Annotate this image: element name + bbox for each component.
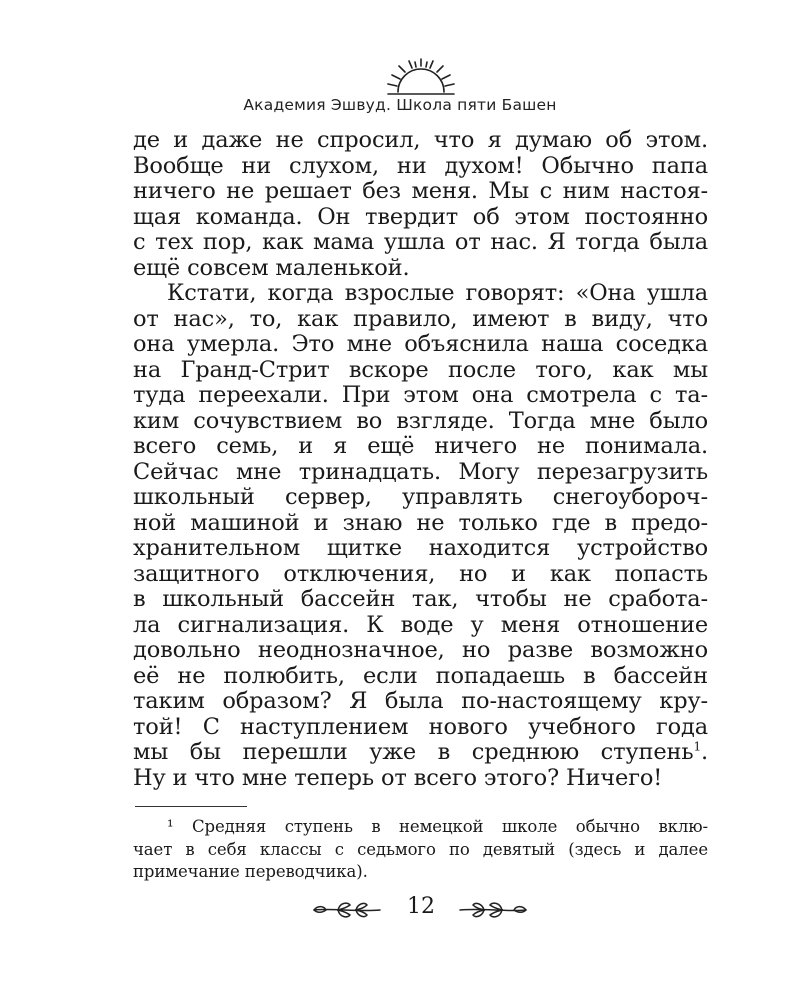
text-line: Кстати, когда взрослые говорят: «Она ушла: [167, 280, 708, 306]
text-line: той! С наступлением нового учебного года: [133, 713, 708, 740]
text-line: де и даже не спросил, что я думаю об этом.: [133, 127, 708, 153]
text-line: с тех пор, как мама ушла от нас. Я тогда была: [133, 229, 708, 255]
text-line: от нас», то, как правило, имеют в виду, что: [133, 305, 708, 332]
running-head: Академия Эшвуд. Школа пяти Башен: [243, 96, 557, 114]
text-line: ким сочувствием во взгляде. Тогда мне было: [133, 407, 708, 434]
page-number: 12: [407, 894, 435, 919]
text-line: Ну и что мне теперь от всего этого? Ничего!: [133, 764, 663, 791]
text-line: ничего не решает без меня. Мы с ним настоя-: [133, 178, 708, 204]
text-line: таким образом? Я была по-настоящему кру-: [133, 688, 708, 714]
sunrise-ornament-icon: [382, 58, 460, 98]
footnote-marker: 1: [693, 739, 701, 754]
footnote-line: ¹ Средняя ступень в немецкой школе обычно вклю-: [167, 817, 708, 836]
leaf-vine-left-icon: [312, 898, 382, 922]
text-line-content: мы бы перешли уже в среднюю ступень: [133, 739, 694, 765]
text-line: в школьный бассейн так, чтобы не сработа-: [133, 586, 708, 612]
leaf-vine-right-icon: [458, 898, 528, 922]
page-footer: [0, 892, 800, 932]
text-line: на Гранд-Стрит вскоре после того, как мы: [133, 356, 708, 383]
text-line: ещё совсем маленькой.: [133, 254, 410, 281]
footnote-divider: [135, 806, 247, 807]
footnote-line: чает в себя классы с седьмого по девятый (здесь и далее: [133, 839, 708, 859]
text-line-with-footnote: мы бы перешли уже в среднюю ступень$^1$.: [133, 739, 708, 765]
text-line: Сейчас мне тринадцать. Могу перезагрузить: [133, 458, 708, 485]
text-line: щая команда. Он твердит об этом постоянно: [133, 203, 708, 230]
text-line: Вообще ни слухом, ни духом! Обычно папа: [133, 152, 708, 179]
text-line: хранительном щитке находится устройство: [133, 535, 708, 561]
text-line: школьный сервер, управлять снегоубороч-: [133, 484, 708, 510]
body-text: [133, 128, 708, 791]
text-line: туда переехали. При этом она смотрела с та-: [133, 382, 708, 408]
text-line: ной машиной и знаю не только где в предо-: [133, 509, 708, 536]
footnote-line: примечание переводчика).: [133, 862, 368, 881]
text-line: она умерла. Это мне объяснила наша соседка: [133, 331, 708, 357]
text-line: всего семь, и я ещё ничего не понимала.: [133, 433, 708, 459]
text-line: защитного отключения, но и как попасть: [133, 560, 708, 587]
text-line: ла сигнализация. К воде у меня отношение: [133, 611, 708, 638]
footnote: [133, 816, 708, 884]
text-line: довольно неоднозначное, но разве возможно: [133, 637, 708, 663]
text-line: её не полюбить, если попадаешь в бассейн: [133, 662, 708, 689]
